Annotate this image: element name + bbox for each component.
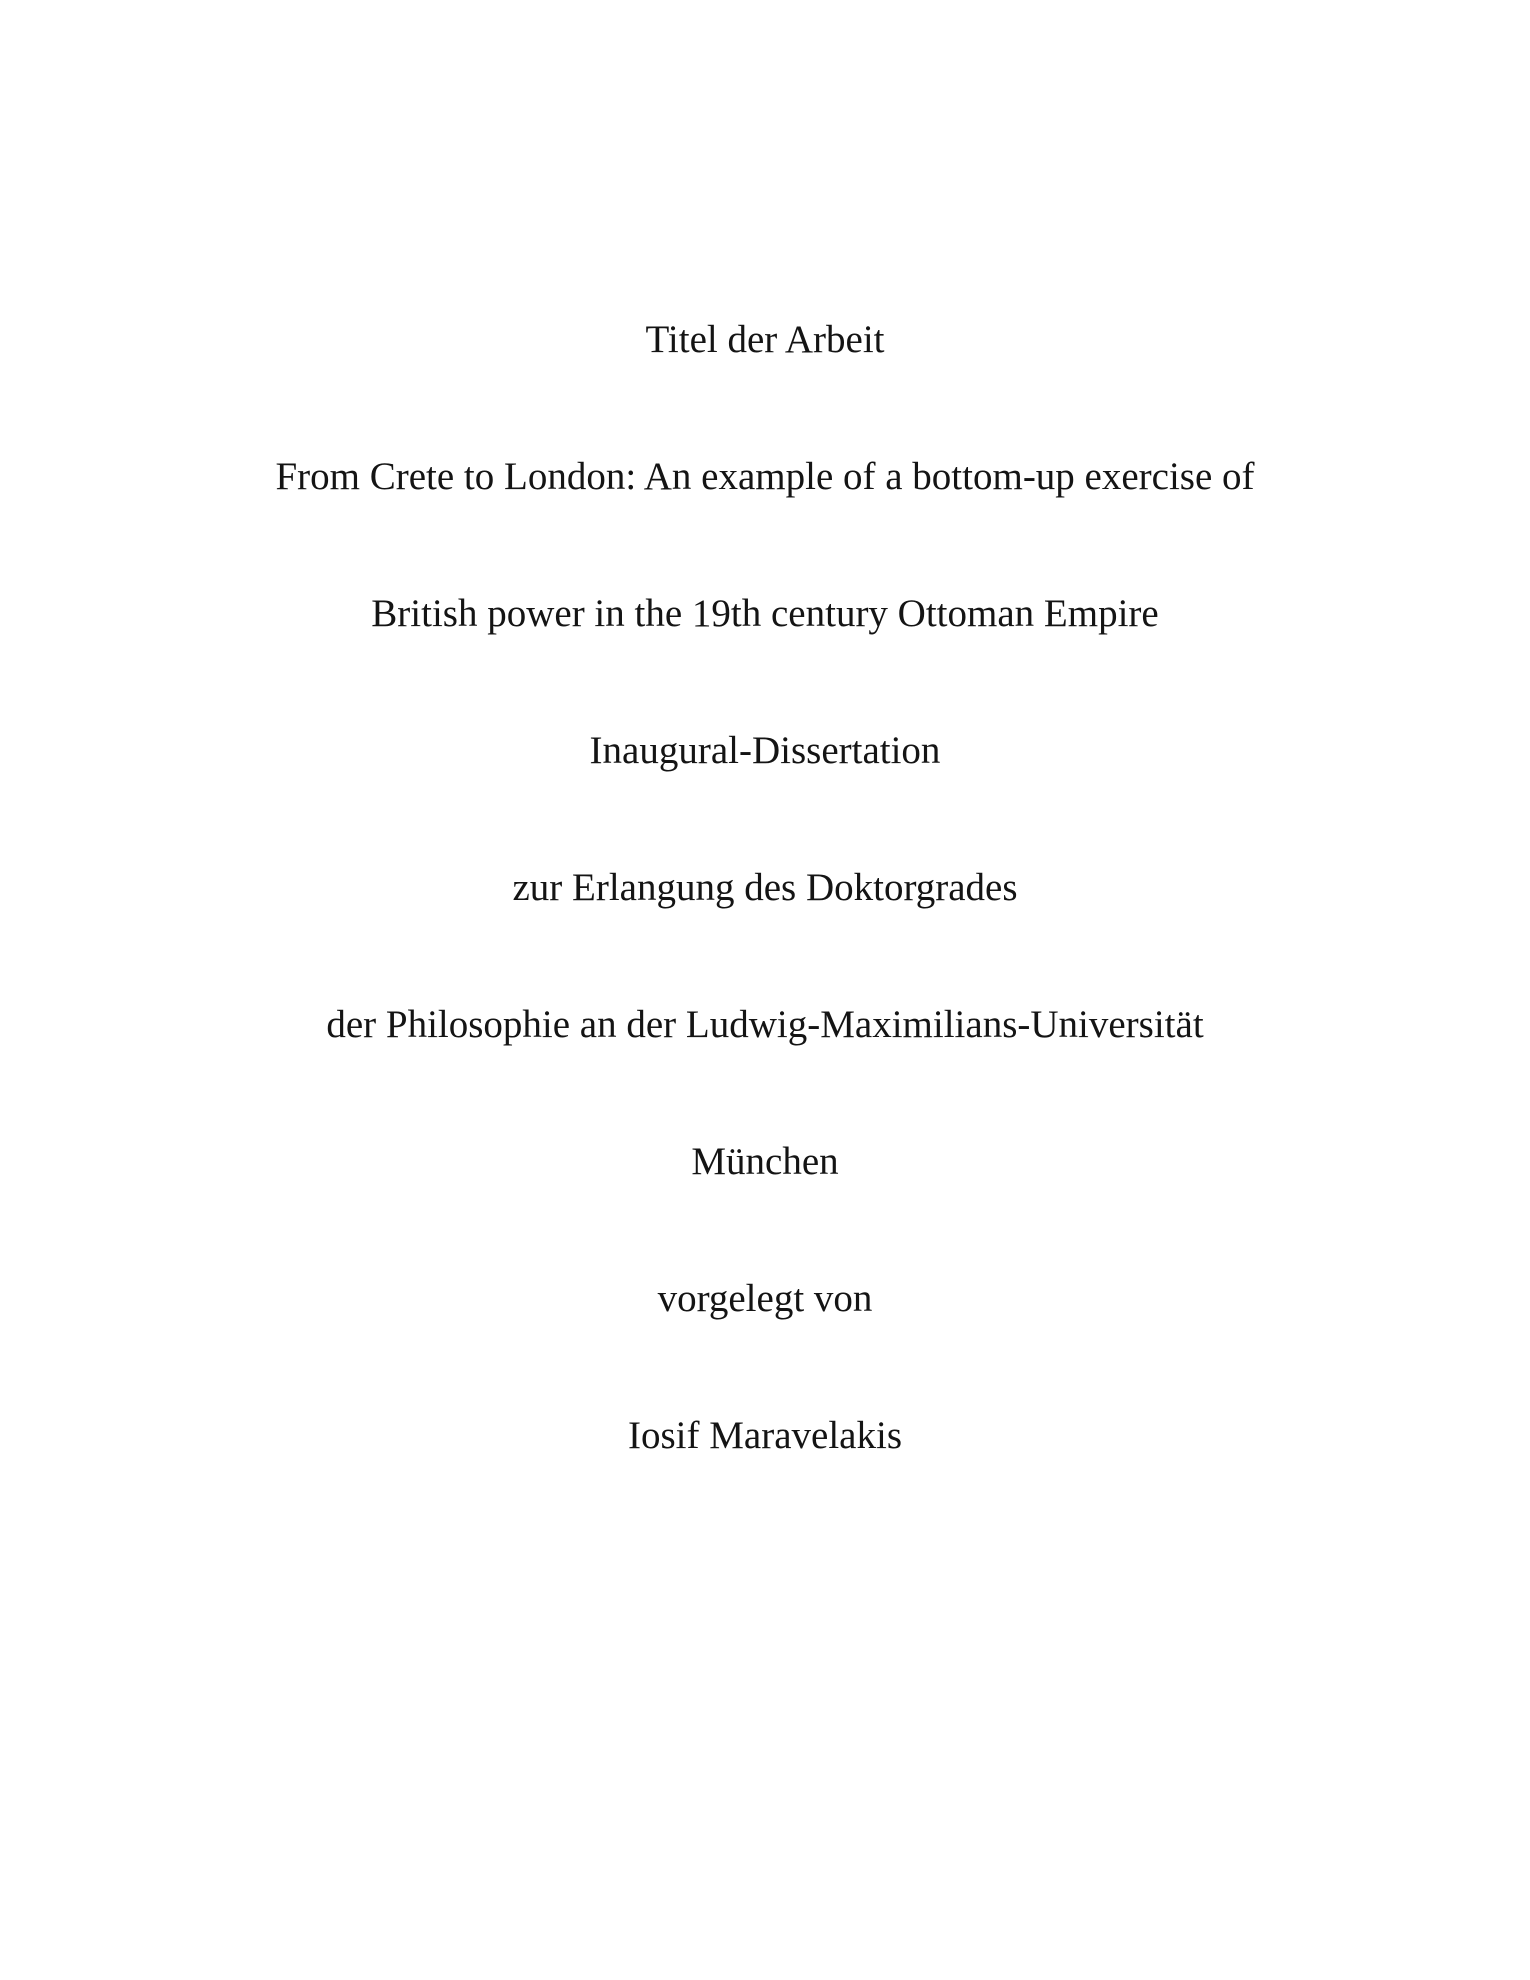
thesis-title-line-2: British power in the 19th century Ottoman Empire bbox=[371, 592, 1159, 635]
submitted-by-label: vorgelegt von bbox=[657, 1277, 873, 1320]
thesis-title-line-1: From Crete to London: An example of a bottom-up exercise of bbox=[275, 455, 1255, 498]
author-name: Iosif Maravelakis bbox=[628, 1414, 902, 1457]
title-label: Titel der Arbeit bbox=[645, 318, 885, 361]
document-type: Inaugural-Dissertation bbox=[589, 729, 941, 772]
degree-purpose: zur Erlangung des Doktorgrades bbox=[512, 866, 1018, 909]
faculty-university: der Philosophie an der Ludwig-Maximilians-Universität bbox=[326, 1003, 1204, 1046]
city: München bbox=[691, 1140, 839, 1183]
